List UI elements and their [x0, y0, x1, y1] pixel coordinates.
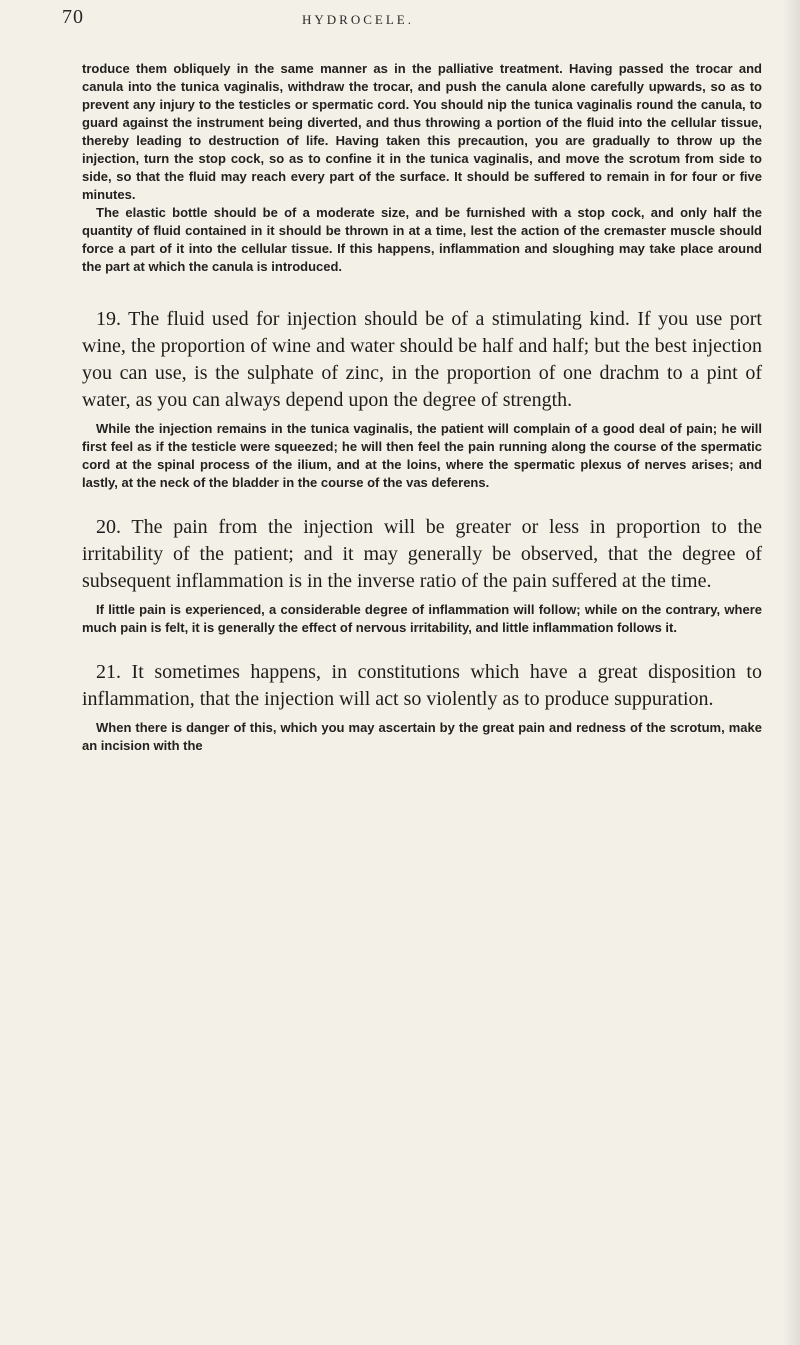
paragraph-elastic-bottle: The elastic bottle should be of a moderate size, and be furnished with a stop cock, and only half the quantity of fluid contained in it should be thrown in at a time, lest the action of the cremaster muscle should force a part of it into the cellular tissue. If this happens, inflammation and sloughing may take place around the part at which the canula is introduced.: [82, 205, 762, 274]
page-edge-shadow: [782, 0, 800, 1345]
paragraph-continuation: troduce them obliquely in the same manner as in the palliative treatment. Having passed the trocar and canula into the tunica vaginalis, withdraw the trocar, and push the canula alone carefully upwards, so as to prevent any injury to the testicles or spermatic cord. You should nip the tunica vaginalis round the canula, to guard against the instrument being diverted, and thus throwing a portion of the fluid into the cellular tissue, thereby leading to destruction of life. Having taken this precaution, you are gradually to throw up the injection, turn the stop cock, so as to confine it in the tunica vaginalis, and move the scrotum from side to side, so that the fluid may reach every part of the surface. It should be suffered to remain in for four or five minutes.: [82, 61, 762, 202]
running-head: HYDROCELE.: [302, 12, 414, 27]
section-21-heading-text: 21. It sometimes happens, in constitutions which have a great disposition to inflammation, that the injection will act so violently as to produce suppuration.: [82, 661, 762, 710]
section-20-note: If little pain is experienced, a considerable degree of inflammation will follow; while on the contrary, where much pain is felt, it is generally the effect of nervous irritability, and little inflammation follows it.: [82, 602, 762, 635]
section-20-heading-text: 20. The pain from the injection will be greater or less in proportion to the irritability of the patient; and it may generally be observed, that the degree of subsequent inflammation is in the inverse ratio of the pain suffered at the time.: [82, 516, 762, 592]
section-spacer: [82, 637, 762, 659]
section-spacer: [82, 492, 762, 514]
page-header: [62, 6, 760, 30]
section-19-heading-text: 19. The fluid used for injection should be of a stimulating kind. If you use port wine, the proportion of wine and water should be half and half; but the best injection you can use, is the sulphate of zinc, in the proportion of one drachm to a pint of water, as you can always depend upon the degree of strength.: [82, 308, 762, 411]
section-21-note: When there is danger of this, which you may ascertain by the great pain and redness of the scrotum, make an incision with the: [82, 720, 762, 753]
page-number: 70: [62, 6, 84, 28]
page-body: [82, 60, 762, 755]
section-spacer: [82, 276, 762, 306]
section-19-note: While the injection remains in the tunica vaginalis, the patient will complain of a good deal of pain; he will first feel as if the testicle were squeezed; he will then feel the pain running along the course of the spermatic cord at the spinal process of the ilium, and at the loins, where the spermatic plexus of nerves arises; and lastly, at the neck of the bladder in the course of the vas deferens.: [82, 421, 762, 490]
